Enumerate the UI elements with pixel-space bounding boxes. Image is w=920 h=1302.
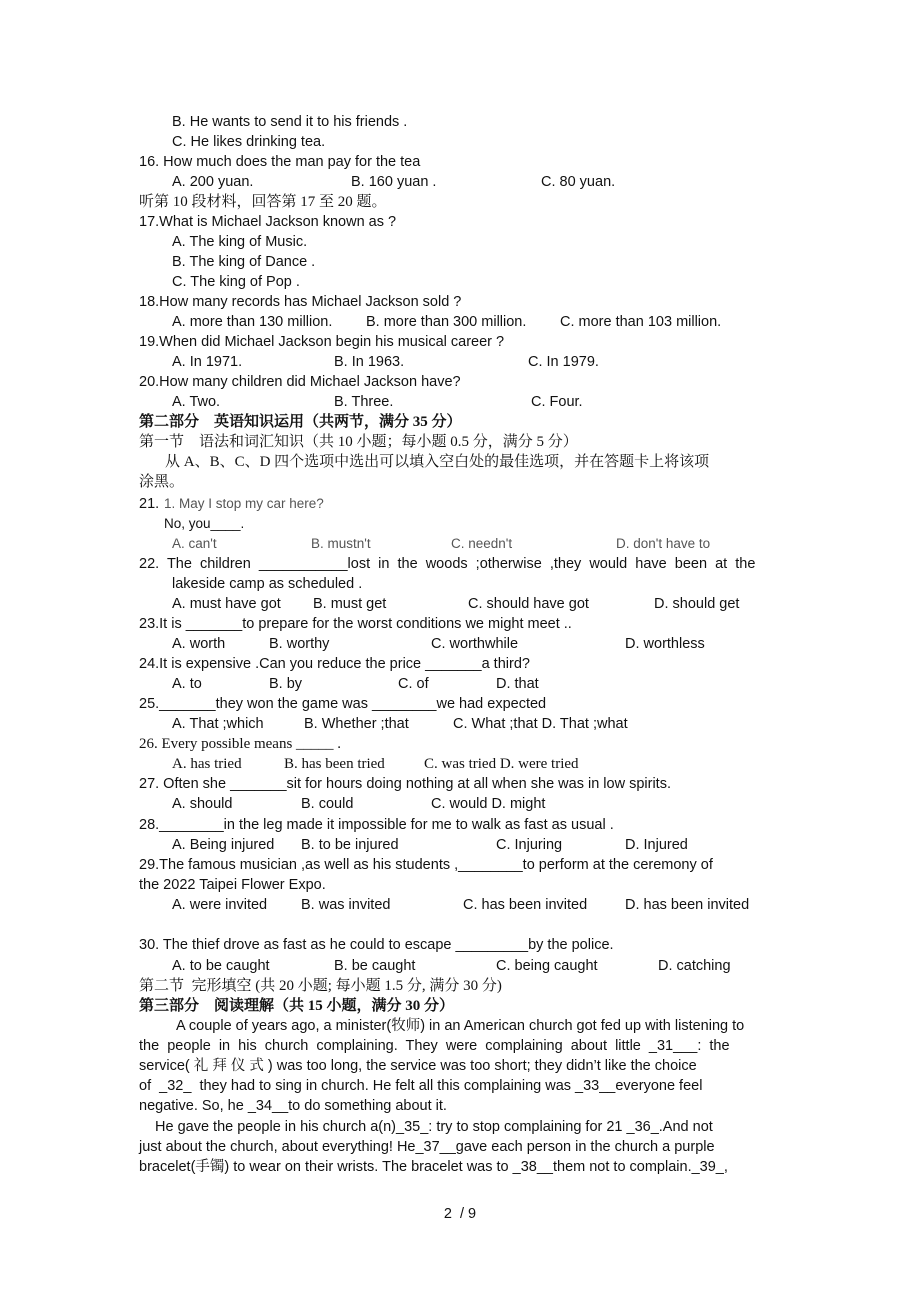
- part3-title: 第三部分 阅读理解（共 15 小题，满分 30 分）: [139, 998, 455, 1014]
- passage-line-8: bracelet(手镯) to wear on their wrists. The bracelet was to _38__them not to complain._39_,: [139, 1159, 728, 1175]
- passage-line-4: of _32_ they had to sing in church. He felt all this complaining was _33__everyone feel: [139, 1078, 703, 1094]
- instruction-section-10: 听第 10 段材料，回答第 17 至 20 题。: [139, 194, 387, 210]
- q21-option-c: C. needn't: [451, 536, 513, 551]
- q15-option-c: C. He likes drinking tea.: [172, 134, 326, 150]
- q17-option-a: A. The king of Music.: [172, 234, 308, 250]
- passage-line-2: the people in his church complaining. They were complaining about little _31___: the: [139, 1038, 730, 1054]
- q25-option-cd: C. What ;that D. That ;what: [453, 716, 628, 732]
- q21-option-a: A. can't: [172, 536, 217, 551]
- q28-option-d: D. Injured: [625, 837, 688, 853]
- q18-option-a: A. more than 130 million.: [172, 314, 333, 330]
- q29-option-d: D. has been invited: [625, 897, 750, 913]
- q17-option-c: C. The king of Pop .: [172, 274, 300, 290]
- passage-line-6: He gave the people in his church a(n)_35_: try to stop complaining for 21 _36_.And not: [155, 1119, 713, 1135]
- q21-number: 21.: [139, 496, 160, 512]
- q25-option-b: B. Whether ;that: [304, 716, 409, 732]
- q19-stem: 19.When did Michael Jackson begin his musical career ?: [139, 334, 505, 350]
- q16-stem: 16. How much does the man pay for the tea: [139, 154, 421, 170]
- passage-line-1: A couple of years ago, a minister(牧师) in an American church got fed up with listening to: [176, 1018, 745, 1034]
- q28-stem: 28.________in the leg made it impossible for me to walk as fast as usual .: [139, 817, 614, 833]
- q16-option-b: B. 160 yuan .: [351, 174, 437, 190]
- q27-option-a: A. should: [172, 796, 233, 812]
- passage-line-7: just about the church, about everything! He_37__gave each person in the church a purple: [139, 1139, 715, 1155]
- q21-line2: No, you____.: [164, 516, 245, 531]
- q24-option-d: D. that: [496, 676, 539, 692]
- q22-option-d: D. should get: [654, 596, 740, 612]
- q23-stem: 23.It is _______to prepare for the worst conditions we might meet ..: [139, 616, 572, 632]
- q27-option-b: B. could: [301, 796, 354, 812]
- q24-option-a: A. to: [172, 676, 202, 692]
- q16-option-a: A. 200 yuan.: [172, 174, 254, 190]
- q25-option-a: A. That ;which: [172, 716, 264, 732]
- q18-option-b: B. more than 300 million.: [366, 314, 527, 330]
- q26-option-cd: C. was tried D. were tried: [424, 756, 579, 772]
- q23-option-d: D. worthless: [625, 636, 705, 652]
- part2-section1-instruction-line2: 涂黑。: [139, 474, 185, 490]
- passage-line-3: service( 礼 拜 仪 式 ) was too long, the service was too short; they didn’t like the choice: [139, 1058, 697, 1074]
- q19-option-a: A. In 1971.: [172, 354, 243, 370]
- q23-option-c: C. worthwhile: [431, 636, 519, 652]
- q25-stem: 25._______they won the game was ________we had expected: [139, 696, 547, 712]
- part2-section2-title: 第二节 完形填空 (共 20 小题; 每小题 1.5 分, 满分 30 分): [139, 978, 502, 994]
- q30-option-d: D. catching: [658, 958, 731, 974]
- q20-stem: 20.How many children did Michael Jackson have?: [139, 374, 461, 390]
- q16-option-c: C. 80 yuan.: [541, 174, 616, 190]
- q22-stem-line2: lakeside camp as scheduled .: [172, 576, 363, 592]
- q20-option-c: C. Four.: [531, 394, 583, 410]
- q20-option-a: A. Two.: [172, 394, 221, 410]
- q19-option-c: C. In 1979.: [528, 354, 599, 370]
- q19-option-b: B. In 1963.: [334, 354, 405, 370]
- q22-stem-line1: 22. The children ___________lost in the woods ;otherwise ,they would have been at the: [139, 556, 756, 572]
- q24-option-b: B. by: [269, 676, 303, 692]
- q29-option-c: C. has been invited: [463, 897, 588, 913]
- q28-option-b: B. to be injured: [301, 837, 399, 853]
- q27-stem: 27. Often she _______sit for hours doing nothing at all when she was in low spirits.: [139, 776, 671, 792]
- q24-stem: 24.It is expensive .Can you reduce the price _______a third?: [139, 656, 530, 672]
- q26-option-b: B. has been tried: [284, 756, 385, 772]
- q18-option-c: C. more than 103 million.: [560, 314, 722, 330]
- q28-option-a: A. Being injured: [172, 837, 275, 853]
- q26-option-a: A. has tried: [172, 756, 242, 772]
- q26-stem: 26. Every possible means _____ .: [139, 736, 342, 752]
- q17-stem: 17.What is Michael Jackson known as ?: [139, 214, 397, 230]
- q21-option-d: D. don't have to: [616, 536, 711, 551]
- q22-option-a: A. must have got: [172, 596, 281, 612]
- q24-option-c: C. of: [398, 676, 429, 692]
- q17-option-b: B. The king of Dance .: [172, 254, 316, 270]
- q29-option-b: B. was invited: [301, 897, 391, 913]
- passage-line-5: negative. So, he _34__to do something about it.: [139, 1098, 447, 1114]
- q23-option-a: A. worth: [172, 636, 226, 652]
- q30-option-b: B. be caught: [334, 958, 416, 974]
- q29-option-a: A. were invited: [172, 897, 268, 913]
- q18-stem: 18.How many records has Michael Jackson sold ?: [139, 294, 462, 310]
- q30-option-c: C. being caught: [496, 958, 598, 974]
- q22-option-b: B. must get: [313, 596, 387, 612]
- q22-option-c: C. should have got: [468, 596, 589, 612]
- q29-stem-line1: 29.The famous musician ,as well as his students ,________to perform at the ceremony of: [139, 857, 713, 873]
- q29-stem-line2: the 2022 Taipei Flower Expo.: [139, 877, 326, 893]
- part2-section1-instruction-line1: 从 A、B、C、D 四个选项中选出可以填入空白处的最佳选项，并在答题卡上将该项: [165, 454, 710, 470]
- q21-option-b: B. mustn't: [311, 536, 371, 551]
- q21-stem: 1. May I stop my car here?: [164, 496, 324, 511]
- part2-title: 第二部分 英语知识运用（共两节，满分 35 分）: [139, 414, 462, 430]
- q20-option-b: B. Three.: [334, 394, 394, 410]
- page-number: 2 / 9: [443, 1206, 477, 1222]
- q28-option-c: C. Injuring: [496, 837, 563, 853]
- q15-option-b: B. He wants to send it to his friends .: [172, 114, 408, 130]
- q23-option-b: B. worthy: [269, 636, 330, 652]
- q30-stem: 30. The thief drove as fast as he could to escape _________by the police.: [139, 937, 614, 953]
- q30-option-a: A. to be caught: [172, 958, 270, 974]
- q27-option-cd: C. would D. might: [431, 796, 546, 812]
- part2-section1-title: 第一节 语法和词汇知识（共 10 小题；每小题 0.5 分，满分 5 分）: [139, 434, 578, 450]
